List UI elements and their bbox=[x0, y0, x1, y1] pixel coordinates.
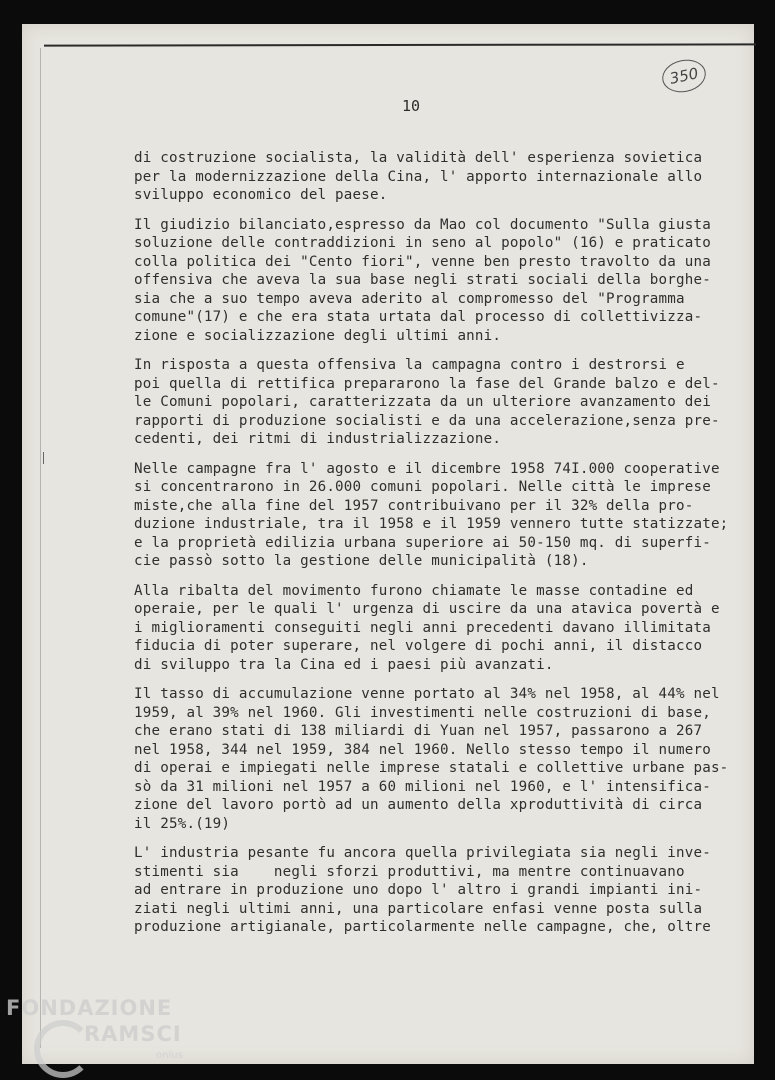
paragraph bbox=[134, 356, 754, 449]
text-line: miste,che alla fine del 1957 contribuivano per il 32% della pro- bbox=[134, 497, 694, 514]
paragraph bbox=[134, 460, 754, 571]
text-line: sviluppo economico del paese. bbox=[134, 187, 388, 203]
text-line: di costruzione socialista, la validità dell' esperienza sovietica bbox=[134, 150, 703, 166]
text-line: offensiva che aveva la sua base negli strati sociali della borghe- bbox=[134, 272, 711, 288]
text-line: cie passò sotto la gestione delle municipalità (18). bbox=[134, 553, 589, 569]
left-margin-rule bbox=[40, 48, 41, 1048]
paragraph bbox=[134, 685, 754, 833]
top-rule bbox=[44, 43, 756, 46]
paragraph bbox=[134, 216, 754, 346]
watermark-logo bbox=[6, 996, 206, 1076]
text-line: di sviluppo tra la Cina ed i paesi più avanzati. bbox=[134, 656, 554, 673]
text-line: che erano stati di 138 miliardi di Yuan nel 1957, passarono a 267 bbox=[134, 723, 703, 739]
text-line: operaie, per le quali l' urgenza di uscire da una atavica povertà e bbox=[134, 601, 720, 617]
text-line: nel 1958, 344 nel 1959, 384 nel 1960. Nello stesso tempo il numero bbox=[134, 741, 711, 758]
text-line: poi quella di rettifica prepararono la fase del Grande balzo e del- bbox=[134, 375, 720, 392]
text-line: L' industria pesante fu ancora quella privilegiata sia negli inve- bbox=[134, 845, 711, 861]
watermark-line1: FONDAZIONE bbox=[6, 996, 173, 1020]
text-line: 1959, al 39% nel 1960. Gli investimenti nelle costruzioni di base, bbox=[134, 704, 711, 721]
text-line: Il tasso di accumulazione venne portato al 34% nel 1958, al 44% nel bbox=[134, 686, 720, 702]
text-line: colla politica dei "Cento fiori", venne ben presto travolto da una bbox=[134, 253, 711, 270]
text-line: produzione artigianale, particolarmente nelle campagne, che, oltre bbox=[134, 919, 711, 935]
text-line: sia che a suo tempo aveva aderito al compromesso del "Programma bbox=[134, 290, 685, 307]
paragraph bbox=[134, 149, 754, 205]
text-line: fiducia di poter superare, nel volgere di pochi anni, il distacco bbox=[134, 638, 703, 654]
text-line: si concentrarono in 26.000 comuni popolari. Nelle città le imprese bbox=[134, 479, 711, 495]
text-line: comune"(17) e che era stata urtata dal processo di collettivizza- bbox=[134, 309, 703, 325]
text-line: In risposta a questa offensiva la campagna contro i destrorsi e bbox=[134, 357, 685, 373]
text-line: ziati negli ultimi anni, una particolare enfasi venne posta sulla bbox=[134, 900, 703, 917]
watermark-suffix: onlus bbox=[156, 1050, 183, 1061]
document-page bbox=[22, 24, 754, 1064]
text-line: rapporti di produzione socialisti e da una accelerazione,senza pre- bbox=[134, 412, 720, 429]
text-line: stimenti sia negli sforzi produttivi, ma mentre continuavano bbox=[134, 863, 685, 880]
paragraph bbox=[134, 844, 754, 937]
text-line: Alla ribalta del movimento furono chiamate le masse contadine ed bbox=[134, 582, 694, 599]
margin-tick bbox=[43, 452, 48, 464]
text-line: le Comuni popolari, caratterizzata da un ulteriore avanzamento dei bbox=[134, 394, 711, 410]
text-line: cedenti, dei ritmi di industrializzazione. bbox=[134, 431, 502, 447]
text-line: Nelle campagne fra l' agosto e il dicembre 1958 74I.000 cooperative bbox=[134, 460, 720, 477]
text-line: duzione industriale, tra il 1958 e il 1959 vennero tutte statizzate; bbox=[134, 516, 729, 532]
text-line: i miglioramenti conseguiti negli anni precedenti davano illimitata bbox=[134, 619, 711, 636]
archive-number-stamp: 350 bbox=[659, 56, 709, 96]
text-line: ad entrare in produzione uno dopo l' altro i grandi impianti ini- bbox=[134, 882, 703, 898]
text-line: zione del lavoro portò ad un aumento della xproduttività di circa bbox=[134, 797, 703, 813]
text-line: zione e socializzazione degli ultimi anni. bbox=[134, 327, 502, 344]
watermark-line2: RAMSCI bbox=[84, 1022, 182, 1046]
text-line: per la modernizzazione della Cina, l' apporto internazionale allo bbox=[134, 168, 703, 185]
text-line: e la proprietà edilizia urbana superiore ai 50-150 mq. di superfi- bbox=[134, 534, 711, 551]
text-line: Il giudizio bilanciato,espresso da Mao col documento "Sulla giusta bbox=[134, 216, 711, 233]
text-line: soluzione delle contraddizioni in seno al popolo" (16) e praticato bbox=[134, 235, 711, 251]
page-number: 10 bbox=[402, 97, 421, 115]
text-line: il 25%.(19) bbox=[134, 815, 231, 832]
text-line: sò da 31 milioni nel 1957 a 60 milioni nel 1960, e l' intensifica- bbox=[134, 778, 711, 795]
body-text bbox=[134, 149, 754, 948]
paragraph bbox=[134, 582, 754, 675]
text-line: di operai e impiegati nelle imprese statali e collettive urbane pas- bbox=[134, 760, 729, 776]
